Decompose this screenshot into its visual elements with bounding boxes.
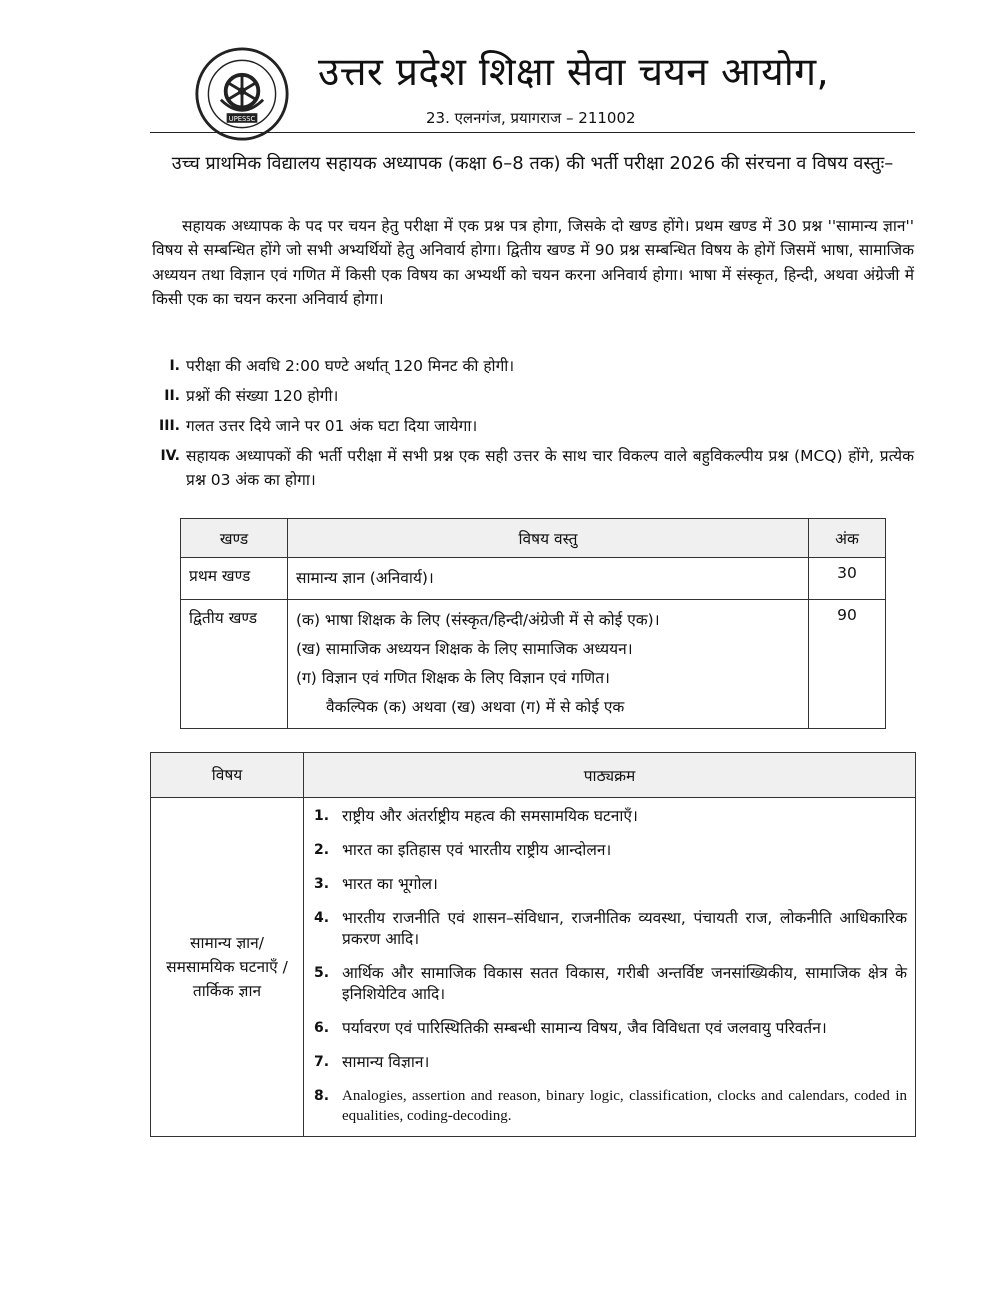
content-line: सामान्य ज्ञान (अनिवार्य)। <box>296 569 434 587</box>
syllabus-item <box>312 806 907 827</box>
table-header-row <box>151 753 916 798</box>
content-cell <box>288 558 809 600</box>
syllabus-item <box>312 840 907 861</box>
rule-text: सहायक अध्यापकों की भर्ती परीक्षा में सभी प्रश्न एक सही उत्तर के साथ चार विकल्प वाले बहुविकल्पीय प्रश्न (MCQ) होंगे, प्रत्येक प्रश्न 03 अंक का होगा। <box>186 447 914 489</box>
item-number: 8. <box>314 1088 330 1104</box>
rule-number: II. <box>164 388 180 404</box>
table-row <box>181 558 886 600</box>
organization-address: 23. एलनगंज, प्रयागराज – 211002 <box>426 109 636 127</box>
rule-item <box>152 444 914 492</box>
content-cell <box>288 600 809 729</box>
syllabus-item <box>312 963 907 1005</box>
item-number: 6. <box>314 1020 330 1036</box>
column-header-syllabus: पाठ्यक्रम <box>304 753 916 798</box>
item-number: 5. <box>314 965 330 981</box>
table-header-row <box>181 519 886 558</box>
page-header <box>150 40 915 133</box>
marks-cell: 30 <box>809 558 886 600</box>
column-header-content: विषय वस्तु <box>288 519 809 558</box>
syllabus-item <box>312 1052 907 1073</box>
column-header-section: खण्ड <box>181 519 288 558</box>
intro-paragraph: सहायक अध्यापक के पद पर चयन हेतु परीक्षा में एक प्रश्न पत्र होगा, जिसके दो खण्ड होंगे। प्रथम खण्ड में 30 प्रश्न ''सामान्य ज्ञान'' विषय से सम्बन्धित होंगे जो सभी अभ्यर्थियों हेतु अनिवार्य होगा। द्वितीय खण्ड में 90 प्रश्न सम्बन्धित विषय के होगें जिसमें भाषा, सामाजिक अध्ययन तथा विज्ञान एवं गणित में किसी एक विषय का अभ्यर्थी को चयन करना अनिवार्य होगा। भाषा में संस्कृत, हिन्दी, अथवा अंग्रेजी में किसी एक का चयन करना अनिवार्य होगा। <box>152 217 914 309</box>
content-line: (ग) विज्ञान एवं गणित शिक्षक के लिए विज्ञान एवं गणित। <box>296 669 610 687</box>
item-number: 1. <box>314 808 330 824</box>
rule-number: III. <box>159 418 180 434</box>
item-number: 7. <box>314 1054 330 1070</box>
item-text: आर्थिक और सामाजिक विकास सतत विकास, गरीबी अन्तर्विष्ट जनसांख्यिकीय, सामाजिक क्षेत्र के इनिशियेटिव आदि। <box>342 964 907 1003</box>
logo-text: UPESSC <box>228 114 256 123</box>
syllabus-cell <box>304 798 916 1137</box>
content-line: (क) भाषा शिक्षक के लिए (संस्कृत/हिन्दी/अंग्रेजी में से कोई एक)। <box>296 611 660 629</box>
upessc-seal-icon <box>194 46 290 142</box>
syllabus-item <box>312 1018 907 1039</box>
rule-item <box>152 384 914 408</box>
marks-cell: 90 <box>809 600 886 729</box>
content-line: (ख) सामाजिक अध्ययन शिक्षक के लिए सामाजिक अध्ययन। <box>296 640 633 658</box>
syllabus-item <box>312 908 907 950</box>
rule-text: परीक्षा की अवधि 2:00 घण्टे अर्थात् 120 मिनट की होगी। <box>186 357 515 375</box>
item-text: भारत का भूगोल। <box>342 875 438 893</box>
item-number: 4. <box>314 910 330 926</box>
item-text: सामान्य विज्ञान। <box>342 1053 430 1071</box>
item-text: राष्ट्रीय और अंतर्राष्ट्रीय महत्व की समसामयिक घटनाएँ। <box>342 807 638 825</box>
item-text: पर्यावरण एवं पारिस्थितिकी सम्बन्धी सामान्य विषय, जैव विविधता एवं जलवायु परिवर्तन। <box>342 1019 827 1037</box>
syllabus-item <box>312 874 907 895</box>
rule-item <box>152 414 914 438</box>
section-cell: प्रथम खण्ड <box>181 558 288 600</box>
item-number: 2. <box>314 842 330 858</box>
exam-rules-list <box>152 354 914 498</box>
subject-cell: सामान्य ज्ञान/समसामयिक घटनाएँ / तार्किक ज्ञान <box>151 798 304 1137</box>
rule-number: I. <box>169 358 180 374</box>
item-text: भारतीय राजनीति एवं शासन–संविधान, राजनीतिक व्यवस्था, पंचायती राज, लोकनीति आधिकारिक प्रकरण आदि। <box>342 909 907 948</box>
table-row <box>181 600 886 729</box>
syllabus-table <box>150 752 916 1137</box>
exam-structure-table <box>180 518 886 729</box>
item-text: भारत का इतिहास एवं भारतीय राष्ट्रीय आन्दोलन। <box>342 841 612 859</box>
document-title: उच्च प्राथमिक विद्यालय सहायक अध्यापक (कक्षा 6–8 तक) की भर्ती परीक्षा 2026 की संरचना व विषय वस्तुः– <box>171 153 894 174</box>
item-text: Analogies, assertion and reason, binary logic, classification, clocks and calendars, coded in equalities, coding-decoding. <box>342 1088 907 1124</box>
column-header-subject: विषय <box>151 753 304 798</box>
rule-text: प्रश्नों की संख्या 120 होगी। <box>186 387 339 405</box>
organization-name: उत्तर प्रदेश शिक्षा सेवा चयन आयोग, <box>318 50 830 95</box>
rule-text: गलत उत्तर दिये जाने पर 01 अंक घटा दिया जायेगा। <box>186 417 478 435</box>
column-header-marks: अंक <box>809 519 886 558</box>
content-note: वैकल्पिक (क) अथवा (ख) अथवा (ग) में से कोई एक <box>326 698 625 716</box>
rule-item <box>152 354 914 378</box>
item-number: 3. <box>314 876 330 892</box>
section-cell: द्वितीय खण्ड <box>181 600 288 729</box>
rule-number: IV. <box>160 448 180 464</box>
syllabus-item <box>312 1086 907 1126</box>
table-row <box>151 798 916 1137</box>
